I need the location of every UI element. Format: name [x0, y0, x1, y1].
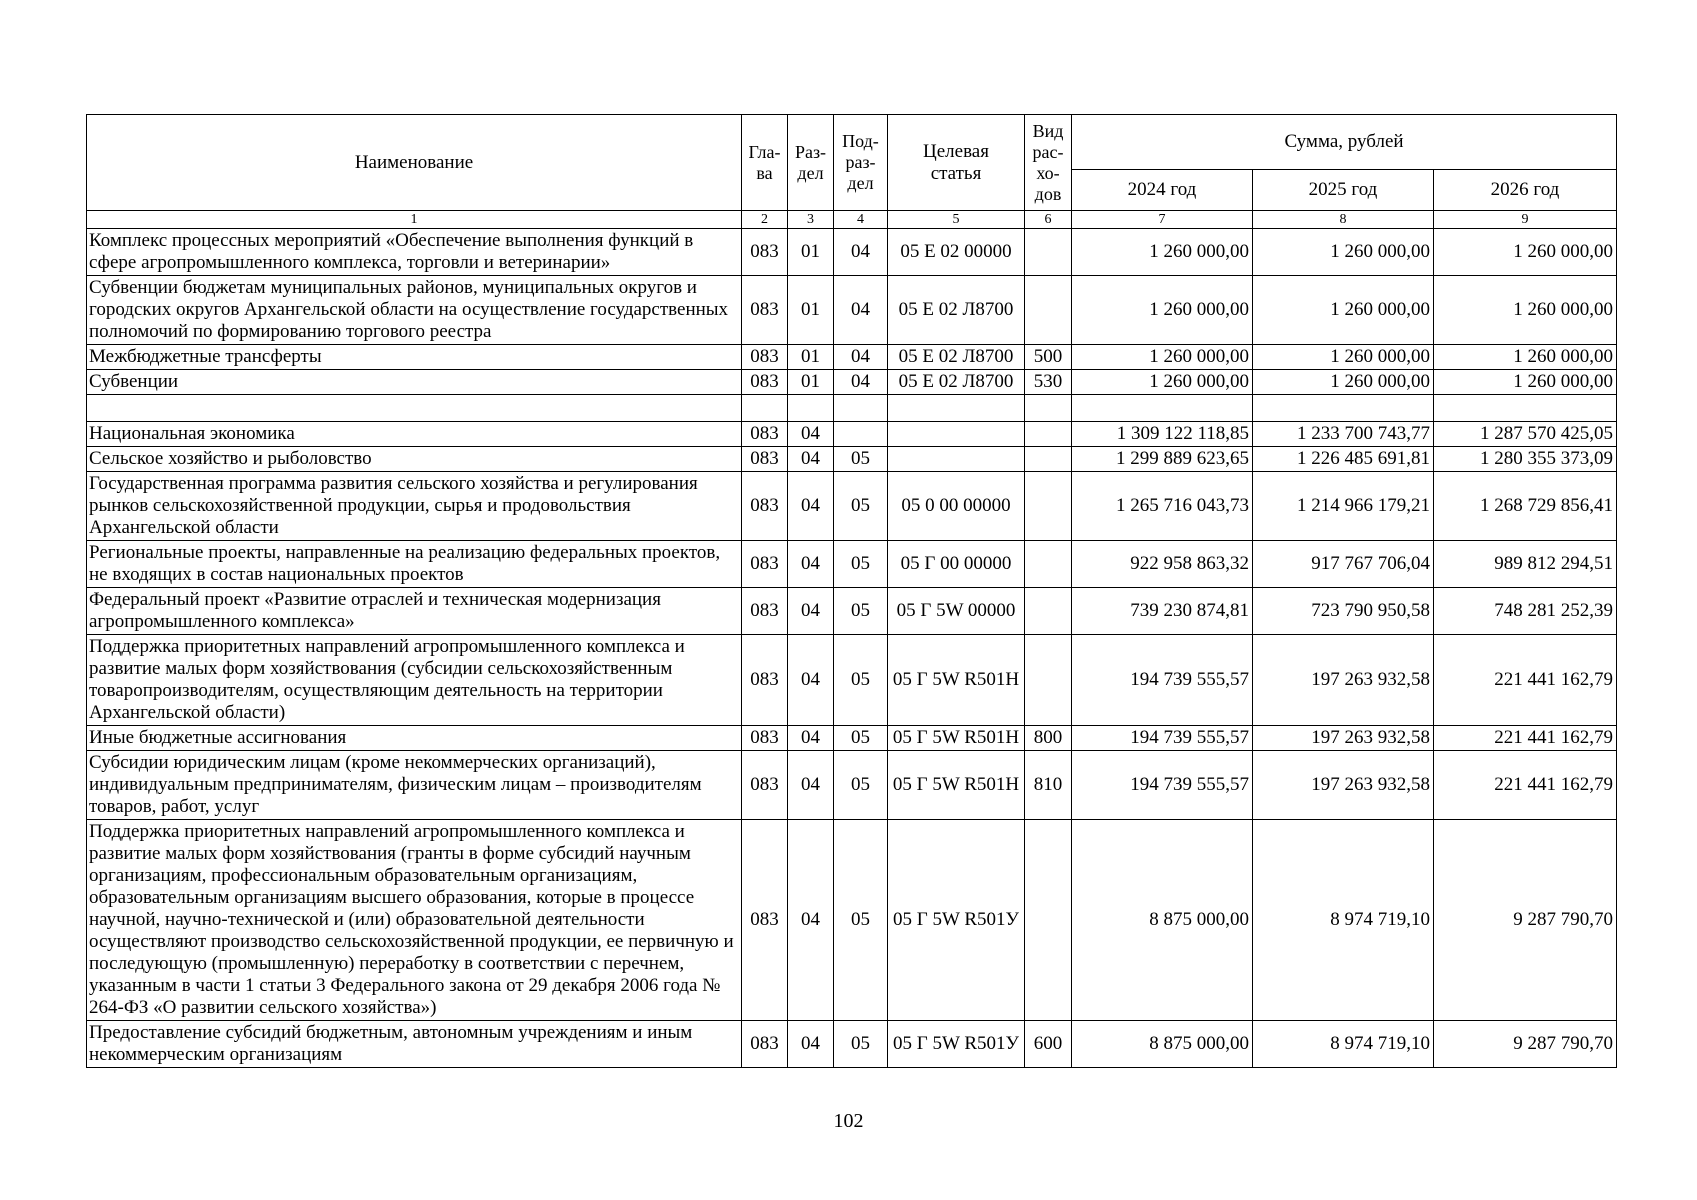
row-glava: 083 [742, 1021, 788, 1068]
row-sum-2024: 1 260 000,00 [1072, 345, 1253, 370]
row-sum-2026: 221 441 162,79 [1434, 726, 1617, 751]
row-sum-2026: 221 441 162,79 [1434, 635, 1617, 726]
row-sum-2025: 1 260 000,00 [1253, 276, 1434, 345]
row-celevaya: 05 Г 5W R501У [888, 1021, 1025, 1068]
row-vid [1025, 395, 1072, 422]
row-vid: 800 [1025, 726, 1072, 751]
row-sum-2026: 9 287 790,70 [1434, 820, 1617, 1021]
row-podrazdel: 05 [834, 472, 888, 541]
row-celevaya: 05 Е 02 Л8700 [888, 345, 1025, 370]
header-celevaya: Целевая статья [888, 115, 1025, 211]
row-vid: 810 [1025, 751, 1072, 820]
table-row [87, 472, 1617, 541]
row-sum-2026: 748 281 252,39 [1434, 588, 1617, 635]
row-vid [1025, 229, 1072, 276]
index-cell: 9 [1434, 211, 1617, 229]
row-sum-2025 [1253, 395, 1434, 422]
table-row [87, 370, 1617, 395]
row-sum-2024: 1 260 000,00 [1072, 276, 1253, 345]
table-row [87, 447, 1617, 472]
row-sum-2024: 922 958 863,32 [1072, 541, 1253, 588]
row-name: Сельское хозяйство и рыболовство [87, 447, 742, 472]
row-razdel: 01 [788, 276, 834, 345]
row-sum-2025: 8 974 719,10 [1253, 1021, 1434, 1068]
row-podrazdel: 05 [834, 751, 888, 820]
row-sum-2025: 1 226 485 691,81 [1253, 447, 1434, 472]
header-glava: Гла- ва [742, 115, 788, 211]
row-sum-2024: 194 739 555,57 [1072, 635, 1253, 726]
row-sum-2024: 1 299 889 623,65 [1072, 447, 1253, 472]
row-podrazdel [834, 395, 888, 422]
row-glava: 083 [742, 472, 788, 541]
row-razdel: 04 [788, 588, 834, 635]
row-sum-2024 [1072, 395, 1253, 422]
row-sum-2026: 1 280 355 373,09 [1434, 447, 1617, 472]
row-podrazdel: 05 [834, 726, 888, 751]
row-celevaya: 05 Г 5W 00000 [888, 588, 1025, 635]
row-sum-2025: 723 790 950,58 [1253, 588, 1434, 635]
column-index-row [87, 211, 1617, 229]
row-sum-2025: 197 263 932,58 [1253, 635, 1434, 726]
row-razdel: 04 [788, 422, 834, 447]
row-razdel: 04 [788, 447, 834, 472]
row-sum-2025: 197 263 932,58 [1253, 751, 1434, 820]
row-celevaya: 05 Е 02 Л8700 [888, 370, 1025, 395]
row-sum-2026: 1 260 000,00 [1434, 229, 1617, 276]
row-sum-2025: 1 260 000,00 [1253, 370, 1434, 395]
table-row [87, 588, 1617, 635]
row-sum-2026: 9 287 790,70 [1434, 1021, 1617, 1068]
index-cell: 7 [1072, 211, 1253, 229]
row-sum-2024: 8 875 000,00 [1072, 820, 1253, 1021]
row-name: Комплекс процессных мероприятий «Обеспечение выполнения функций в сфере агропромышленного комплекса, торговли и ветеринарии» [87, 229, 742, 276]
table-row [87, 635, 1617, 726]
header-summa: Сумма, рублей [1072, 115, 1617, 170]
row-name: Федеральный проект «Развитие отраслей и техническая модернизация агропромышленного комплекса» [87, 588, 742, 635]
row-vid [1025, 472, 1072, 541]
row-razdel: 04 [788, 726, 834, 751]
table-row [87, 1021, 1617, 1068]
index-cell: 8 [1253, 211, 1434, 229]
row-sum-2024: 739 230 874,81 [1072, 588, 1253, 635]
row-razdel: 04 [788, 820, 834, 1021]
row-glava: 083 [742, 541, 788, 588]
row-vid [1025, 541, 1072, 588]
row-podrazdel: 05 [834, 447, 888, 472]
table-header [87, 115, 1617, 229]
row-name: Национальная экономика [87, 422, 742, 447]
index-cell: 5 [888, 211, 1025, 229]
row-name: Субвенции [87, 370, 742, 395]
row-podrazdel: 04 [834, 345, 888, 370]
row-name [87, 395, 742, 422]
row-sum-2024: 1 309 122 118,85 [1072, 422, 1253, 447]
row-celevaya: 05 Г 5W R501Н [888, 726, 1025, 751]
row-vid [1025, 820, 1072, 1021]
row-celevaya [888, 395, 1025, 422]
row-sum-2024: 194 739 555,57 [1072, 751, 1253, 820]
row-sum-2026 [1434, 395, 1617, 422]
row-name: Субвенции бюджетам муниципальных районов, муниципальных округов и городских округов Архангельской области на осуществление государственных полномочий по формированию торгового реестра [87, 276, 742, 345]
row-sum-2026: 1 260 000,00 [1434, 370, 1617, 395]
row-glava: 083 [742, 588, 788, 635]
row-sum-2025: 917 767 706,04 [1253, 541, 1434, 588]
row-razdel: 04 [788, 472, 834, 541]
row-podrazdel: 05 [834, 541, 888, 588]
index-cell: 6 [1025, 211, 1072, 229]
header-name: Наименование [87, 115, 742, 211]
row-razdel: 01 [788, 345, 834, 370]
row-name: Поддержка приоритетных направлений агропромышленного комплекса и развитие малых форм хозяйствования (гранты в форме субсидий научным организациям, профессиональным образовательным организациям, образовательным организациям высшего образования, которые в процессе научной, научно-технической и (или) образовательной деятельности осуществляют производство сельскохозяйственной продукции, ее первичную и последующую (промышленную) переработку в соответствии с перечнем, указанным в части 1 статьи 3 Федерального закона от 29 декабря 2006 года № 264-ФЗ «О развитии сельского хозяйства») [87, 820, 742, 1021]
row-sum-2025: 1 214 966 179,21 [1253, 472, 1434, 541]
header-razdel: Раз- дел [788, 115, 834, 211]
table-row [87, 751, 1617, 820]
row-glava: 083 [742, 276, 788, 345]
row-sum-2026: 1 287 570 425,05 [1434, 422, 1617, 447]
row-podrazdel: 04 [834, 370, 888, 395]
row-razdel: 04 [788, 1021, 834, 1068]
row-razdel [788, 395, 834, 422]
row-vid: 500 [1025, 345, 1072, 370]
budget-table [86, 114, 1617, 1068]
row-name: Предоставление субсидий бюджетным, автономным учреждениям и иным некоммерческим организациям [87, 1021, 742, 1068]
header-vid: Вид рас- хо- дов [1025, 115, 1072, 211]
row-glava: 083 [742, 229, 788, 276]
row-podrazdel: 05 [834, 820, 888, 1021]
table-row [87, 229, 1617, 276]
row-glava: 083 [742, 422, 788, 447]
row-celevaya: 05 Г 5W R501Н [888, 635, 1025, 726]
row-razdel: 01 [788, 370, 834, 395]
row-glava: 083 [742, 751, 788, 820]
row-podrazdel: 05 [834, 588, 888, 635]
row-vid [1025, 588, 1072, 635]
table-body [87, 229, 1617, 1068]
row-razdel: 04 [788, 751, 834, 820]
row-name: Межбюджетные трансферты [87, 345, 742, 370]
header-2025: 2025 год [1253, 170, 1434, 211]
table-row [87, 726, 1617, 751]
table-row [87, 276, 1617, 345]
row-vid [1025, 447, 1072, 472]
row-celevaya: 05 Г 5W R501У [888, 820, 1025, 1021]
row-sum-2025: 1 260 000,00 [1253, 345, 1434, 370]
row-glava: 083 [742, 726, 788, 751]
row-glava: 083 [742, 820, 788, 1021]
header-2026: 2026 год [1434, 170, 1617, 211]
row-vid [1025, 276, 1072, 345]
row-name: Иные бюджетные ассигнования [87, 726, 742, 751]
row-podrazdel: 05 [834, 635, 888, 726]
row-sum-2024: 1 260 000,00 [1072, 229, 1253, 276]
row-sum-2026: 989 812 294,51 [1434, 541, 1617, 588]
row-sum-2024: 8 875 000,00 [1072, 1021, 1253, 1068]
row-name: Государственная программа развития сельского хозяйства и регулирования рынков сельскохозяйственной продукции, сырья и продовольствия Архангельской области [87, 472, 742, 541]
row-razdel: 04 [788, 635, 834, 726]
budget-table-container [86, 114, 1616, 1068]
header-2024: 2024 год [1072, 170, 1253, 211]
row-podrazdel: 04 [834, 229, 888, 276]
table-row [87, 345, 1617, 370]
row-name: Поддержка приоритетных направлений агропромышленного комплекса и развитие малых форм хозяйствования (субсидии сельскохозяйственным товаропроизводителям, осуществляющим деятельность на территории Архангельской области) [87, 635, 742, 726]
index-cell: 3 [788, 211, 834, 229]
row-vid: 600 [1025, 1021, 1072, 1068]
table-row [87, 422, 1617, 447]
row-celevaya: 05 Е 02 Л8700 [888, 276, 1025, 345]
header-podrazdel: Под- раз- дел [834, 115, 888, 211]
row-name: Региональные проекты, направленные на реализацию федеральных проектов, не входящих в состав национальных проектов [87, 541, 742, 588]
row-sum-2025: 8 974 719,10 [1253, 820, 1434, 1021]
row-sum-2026: 1 268 729 856,41 [1434, 472, 1617, 541]
row-razdel: 04 [788, 541, 834, 588]
row-sum-2024: 1 265 716 043,73 [1072, 472, 1253, 541]
row-celevaya: 05 Г 5W R501Н [888, 751, 1025, 820]
row-celevaya [888, 422, 1025, 447]
row-sum-2024: 1 260 000,00 [1072, 370, 1253, 395]
table-row [87, 820, 1617, 1021]
page-number: 102 [833, 1110, 864, 1132]
row-glava: 083 [742, 370, 788, 395]
row-name: Субсидии юридическим лицам (кроме некоммерческих организаций), индивидуальным предпринимателям, физическим лицам – производителям товаров, работ, услуг [87, 751, 742, 820]
row-vid [1025, 422, 1072, 447]
row-glava [742, 395, 788, 422]
row-sum-2025: 1 260 000,00 [1253, 229, 1434, 276]
row-glava: 083 [742, 635, 788, 726]
row-sum-2025: 1 233 700 743,77 [1253, 422, 1434, 447]
row-sum-2025: 197 263 932,58 [1253, 726, 1434, 751]
row-celevaya: 05 Е 02 00000 [888, 229, 1025, 276]
row-sum-2026: 1 260 000,00 [1434, 345, 1617, 370]
row-vid: 530 [1025, 370, 1072, 395]
index-cell: 2 [742, 211, 788, 229]
row-glava: 083 [742, 447, 788, 472]
row-razdel: 01 [788, 229, 834, 276]
index-cell: 1 [87, 211, 742, 229]
row-podrazdel: 05 [834, 1021, 888, 1068]
row-celevaya: 05 Г 00 00000 [888, 541, 1025, 588]
row-glava: 083 [742, 345, 788, 370]
row-celevaya: 05 0 00 00000 [888, 472, 1025, 541]
row-sum-2026: 1 260 000,00 [1434, 276, 1617, 345]
row-podrazdel [834, 422, 888, 447]
table-row [87, 395, 1617, 422]
row-sum-2026: 221 441 162,79 [1434, 751, 1617, 820]
row-podrazdel: 04 [834, 276, 888, 345]
row-celevaya [888, 447, 1025, 472]
index-cell: 4 [834, 211, 888, 229]
row-vid [1025, 635, 1072, 726]
row-sum-2024: 194 739 555,57 [1072, 726, 1253, 751]
table-row [87, 541, 1617, 588]
